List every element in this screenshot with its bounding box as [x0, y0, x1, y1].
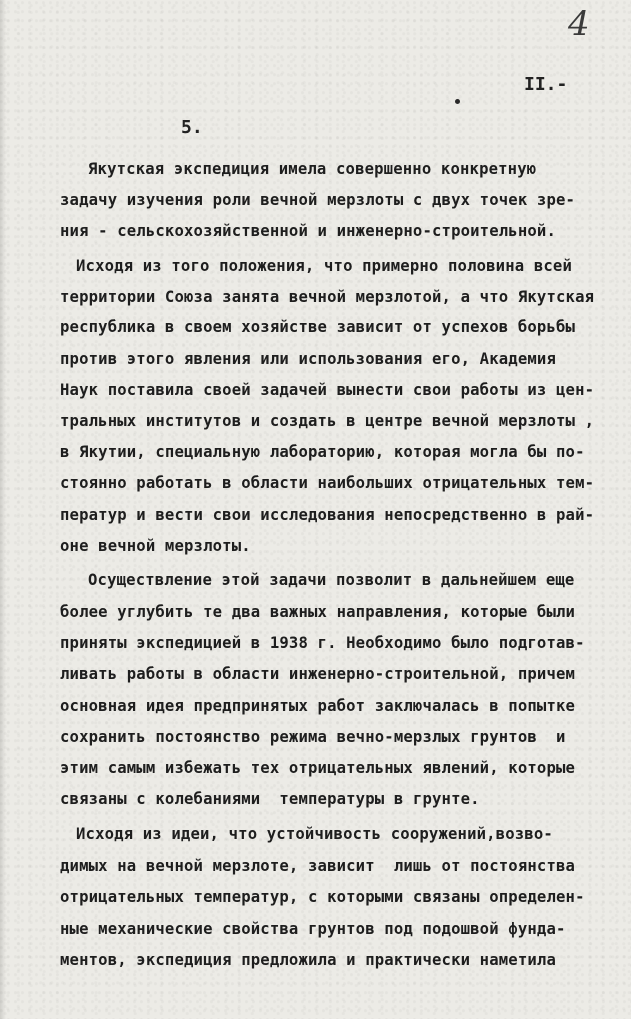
section-number: 5.: [181, 117, 203, 138]
text-line: Наук поставила своей задачей вынести свои работы из цен-: [60, 381, 595, 399]
ink-dot: [455, 99, 460, 104]
text-line: более углубить те два важных направления, которые были: [60, 603, 576, 621]
text-line: ментов, экспедиция предложила и практически наметила: [60, 951, 556, 969]
text-line: этим самым избежать тех отрицательных явлений, которые: [60, 759, 576, 777]
text-line: отрицательных температур, с которыми связаны определен-: [60, 888, 585, 906]
text-line: Исходя из идеи, что устойчивость сооружений,возво-: [76, 825, 553, 843]
text-line: задачу изучения роли вечной мерзлоты с двух точек зре-: [60, 191, 576, 209]
text-line: республика в своем хозяйстве зависит от успехов борьбы: [60, 318, 576, 336]
text-line: Исходя из того положения, что примерно половина всей: [76, 257, 572, 275]
text-line: сохранить постоянство режима вечно-мерзлых грунтов и: [60, 728, 566, 746]
text-line: ния - сельскохозяйственной и инженерно-строительной.: [60, 222, 556, 240]
scan-edge-shadow: [0, 0, 6, 1019]
text-line: приняты экспедицией в 1938 г. Необходимо было подготав-: [60, 634, 585, 652]
text-line: ные механические свойства грунтов под подошвой фунда-: [60, 920, 566, 938]
text-line: тральных институтов и создать в центре вечной мерзлоты ,: [60, 412, 595, 430]
sheet-number: II.-: [524, 74, 568, 95]
text-line: оне вечной мерзлоты.: [60, 537, 251, 555]
text-line: ператур и вести свои исследования непосредственно в рай-: [60, 506, 595, 524]
text-line: территории Союза занята вечной мерзлотой, а что Якутская: [60, 288, 595, 306]
text-line: связаны с колебаниями температуры в грунте.: [60, 790, 480, 808]
text-line: основная идея предпринятых работ заключалась в попытке: [60, 697, 576, 715]
text-line: ливать работы в области инженерно-строительной, причем: [60, 665, 576, 683]
text-line: в Якутии, специальную лабораторию, которая могла бы по-: [60, 443, 585, 461]
text-line: Осуществление этой задачи позволит в дальнейшем еще: [88, 571, 575, 589]
text-line: димых на вечной мерзлоте, зависит лишь от постоянства: [60, 857, 576, 875]
text-line: стоянно работать в области наибольших отрицательных тем-: [60, 474, 595, 492]
text-line: Якутская экспедиция имела совершенно конкретную: [88, 160, 537, 178]
handwritten-page-mark: 4: [568, 4, 592, 44]
text-line: против этого явления или использования его, Академия: [60, 350, 556, 368]
